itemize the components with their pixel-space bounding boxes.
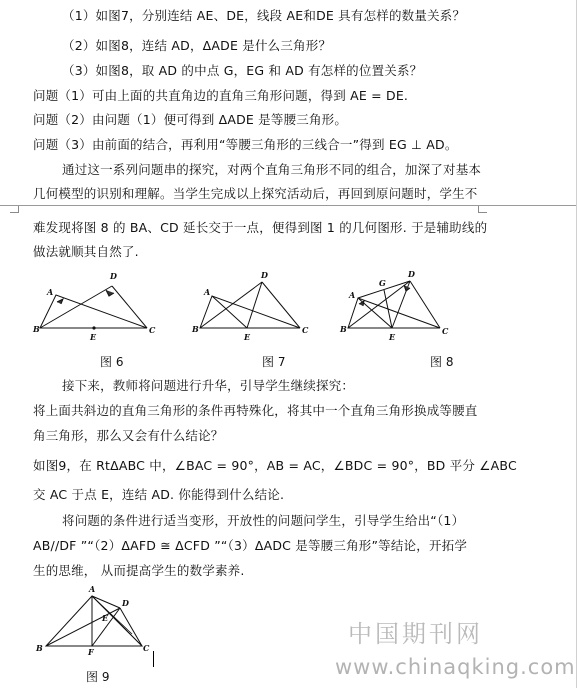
point-label: B — [33, 324, 40, 334]
point-label: D — [261, 270, 268, 280]
paragraph-line: AB//DF ”“（2）ΔAFD ≅ ΔCFD ”“（3）ΔADC 是等腰三角形”等结论，开拓学 — [33, 538, 468, 553]
paragraph-line: 交 AC 于点 E，连结 AD. 你能得到什么结论. — [33, 487, 285, 502]
watermark-title: 中国期刊网 — [348, 620, 483, 648]
figure-7-caption: 图 7 — [262, 355, 286, 369]
point-label: G — [379, 278, 386, 288]
point-label: A — [47, 287, 54, 297]
paragraph-line: 难发现将图 8 的 BA、CD 延长交于一点，便得到图 1 的几何图形. 于是辅助线的 — [33, 220, 488, 235]
paragraph-line: 角三角形，那么又会有什么结论？ — [33, 428, 224, 443]
paragraph-line: 生的思维， 从而提高学生的数学素养. — [33, 563, 245, 578]
question-line-2: （2）如图8，连结 AD，ΔADE 是什么三角形？ — [62, 38, 332, 53]
point-label: B — [36, 643, 43, 653]
figure-8-caption: 图 8 — [430, 355, 454, 369]
paragraph-line: 做法就顺其自然了. — [33, 244, 139, 259]
point-label: C — [302, 325, 309, 335]
point-label: A — [89, 584, 96, 594]
point-label: C — [442, 326, 449, 336]
answer-line-2: 问题（2）由问题（1）便可得到 ΔADE 是等腰三角形。 — [33, 112, 348, 127]
question-line-3: （3）如图8，取 AD 的中点 G，EG 和 AD 有怎样的位置关系？ — [62, 63, 423, 78]
answer-line-1: 问题（1）可由上面的共直角边的直角三角形问题，得到 AE = DE. — [33, 88, 409, 103]
text-cursor — [153, 651, 154, 667]
point-label: E — [244, 332, 251, 342]
page-corner-mark — [478, 206, 487, 213]
figure-7-diagram — [192, 268, 317, 346]
question-line-1: （1）如图7，分别连结 AE、DE，线段 AE和DE 具有怎样的数量关系？ — [62, 8, 466, 23]
point-label: D — [408, 269, 415, 279]
point-label: C — [143, 643, 150, 653]
page-break-divider — [0, 205, 577, 218]
point-label: E — [90, 332, 97, 342]
paragraph-line: 通过这一系列问题串的探究，对两个直角三角形不同的组合，加深了对基本 — [62, 162, 482, 177]
point-label: E — [102, 613, 109, 623]
point-label: B — [192, 324, 199, 334]
paragraph-line: 如图9，在 RtΔABC 中，∠BAC = 90°，AB = AC，∠BDC = 90°，BD 平分 ∠ABC — [33, 458, 517, 473]
figure-6-caption: 图 6 — [100, 355, 124, 369]
point-label: D — [122, 598, 129, 608]
figure-9-diagram — [32, 584, 157, 659]
point-label: B — [340, 324, 347, 334]
paragraph-line: 将问题的条件进行适当变形，开放性的问题问学生，引导学生给出“（1） — [62, 513, 465, 528]
page-corner-mark — [10, 206, 19, 213]
point-label: E — [389, 332, 396, 342]
figure-8-diagram — [342, 268, 462, 346]
point-label: C — [149, 325, 156, 335]
point-label: A — [349, 290, 356, 300]
paragraph-line: 几何模型的识别和理解。当学生完成以上探究活动后，再回到原问题时，学生不 — [33, 186, 478, 201]
watermark-url: www.chinaqking.com — [335, 655, 576, 679]
point-label: F — [88, 647, 94, 657]
paragraph-line: 将上面共斜边的直角三角形的条件再特殊化，将其中一个直角三角形换成等腰直 — [33, 403, 478, 418]
figure-6-diagram — [30, 268, 160, 346]
paragraph-line: 接下来，教师将问题进行升华，引导学生继续探究： — [62, 378, 355, 393]
answer-line-3: 问题（3）由前面的结合，再利用“等腰三角形的三线合一”得到 EG ⊥ AD。 — [33, 137, 458, 152]
point-label: A — [204, 287, 211, 297]
point-label: D — [110, 271, 117, 281]
figure-9-caption: 图 9 — [86, 670, 110, 684]
